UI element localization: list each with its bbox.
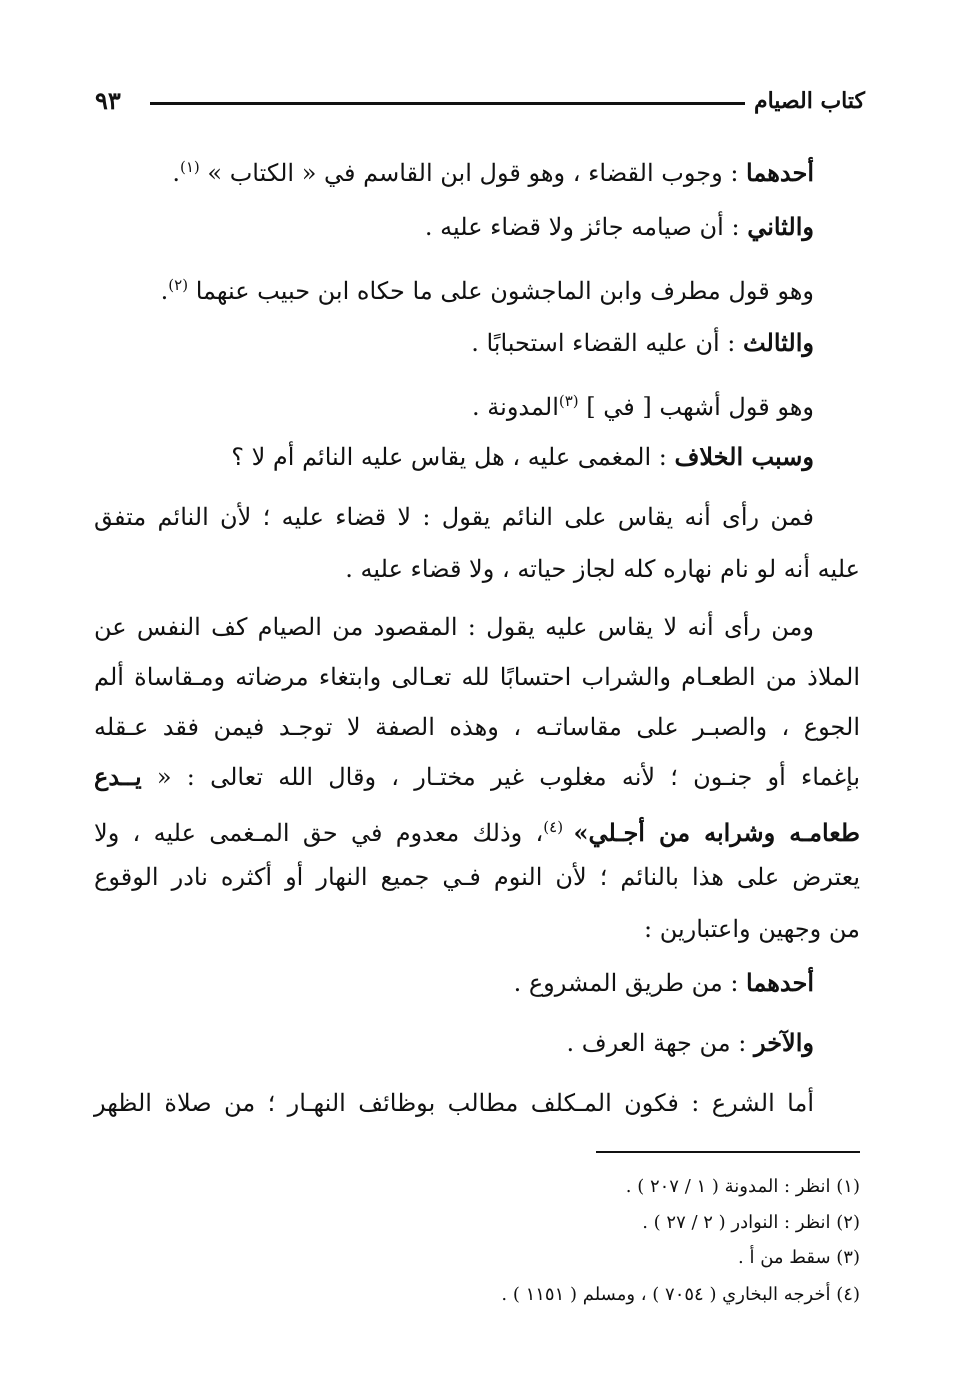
text-line xyxy=(425,210,814,244)
line-text: : من طريق المشروع . xyxy=(513,969,747,997)
page-number: ٩٣ xyxy=(95,86,121,115)
text-line xyxy=(471,326,814,360)
footnote: (١) انظر : المدونة ( ١ / ٢٠٧ ) . xyxy=(625,1176,860,1197)
line-lead: والآخر xyxy=(753,1028,814,1057)
line-text: فمن رأى أنه يقاس على النائم يقول : لا قضاء عليه ؛ لأن النائم متفق xyxy=(94,503,814,531)
line-text: ، وذلك معدوم في حق المـغمى عليه ، ولا xyxy=(94,819,544,847)
text-line xyxy=(94,710,860,744)
footnote-rule xyxy=(596,1151,860,1153)
line-lead: والثاني xyxy=(747,212,814,241)
text-line xyxy=(94,610,814,644)
line-tail: . xyxy=(160,277,169,305)
line-text: يعترض على هذا بالنائم ؛ لأن النوم فـي جميع النهار أو أكثره نادر الوقوع xyxy=(94,863,860,891)
line-text: الملاذ من الطعـام والشراب احتسابًا لله تعـالى وابتغاء مرضاته ومـقاساة ألم xyxy=(94,663,860,691)
line-text: : المغمى عليه ، هل يقاس عليه النائم أم لا ؟ xyxy=(231,443,675,471)
text-line xyxy=(94,760,860,794)
footnote-ref: (٢) xyxy=(168,276,189,294)
text-line xyxy=(172,150,814,190)
line-lead: وسبب الخلاف xyxy=(674,442,814,471)
line-text: أما الشرع : فكون المـكلف مطالب بوظائف النهـار ؛ من صلاة الظهر xyxy=(94,1089,814,1117)
text-line xyxy=(644,912,860,946)
running-title: كتاب الصيام xyxy=(753,88,865,114)
page-header xyxy=(95,82,865,122)
line-text: من وجهين واعتبارين : xyxy=(643,915,860,943)
footnote: (٣) سقط من أ . xyxy=(738,1247,860,1268)
text-line xyxy=(231,440,814,474)
text-line xyxy=(94,810,860,850)
footnote-ref: (٤) xyxy=(543,818,574,836)
text-line xyxy=(94,1086,814,1120)
text-line xyxy=(94,660,860,694)
quran-quote: طعامـه وشرابه من أجـلي» xyxy=(573,818,860,847)
text-line xyxy=(94,500,814,534)
line-text: : أن صيامه جائز ولا قضاء عليه . xyxy=(424,213,748,241)
footnote: (٤) أخرجه البخاري ( ٧٠٥٤ ) ، ومسلم ( ١١٥١ ) . xyxy=(501,1284,860,1305)
line-text: عليه أنه لو نام نهاره كله لجاز حياته ، ولا قضاء عليه . xyxy=(345,555,860,583)
quran-quote: يــدع xyxy=(94,762,142,791)
line-text: الجوع ، والصبـر على مقاساتـه ، وهذه الصفة لا توجـد فيمن فقد عـقله xyxy=(94,713,860,741)
line-lead: أحدهما xyxy=(746,968,814,997)
line-tail: . xyxy=(172,159,180,187)
line-lead: والثالث xyxy=(742,328,814,357)
line-tail: المدونة . xyxy=(472,393,559,421)
line-text: : أن عليه القضاء استحبابًا . xyxy=(471,329,743,357)
line-text: وهو قول مطرف وابن الماجشون على ما حكاه ابن حبيب عنهما xyxy=(188,277,814,305)
text-line xyxy=(161,268,814,308)
line-lead: أحدهما xyxy=(746,158,814,187)
header-rule xyxy=(150,102,745,105)
footnote: (٢) انظر : النوادر ( ٢ / ٢٧ ) . xyxy=(642,1212,860,1233)
line-text: بإغماء أو جنـون ؛ لأنه مغلوب غير مختـار ، وقال الله تعالى : « xyxy=(141,763,860,791)
line-text: : من جهة العرف . xyxy=(566,1029,754,1057)
line-text: ومن رأى أنه لا يقاس عليه يقول : المقصود من الصيام كف النفس عن xyxy=(94,613,814,641)
text-line xyxy=(472,384,814,424)
text-line xyxy=(567,1026,814,1060)
text-line xyxy=(345,552,860,586)
footnote-ref: (١) xyxy=(179,158,200,176)
footnote-ref: (٣) xyxy=(558,392,579,410)
line-text: وهو قول أشهب [ في ] xyxy=(578,393,814,421)
text-line xyxy=(514,966,814,1000)
text-line xyxy=(94,860,860,894)
line-text: : وجوب القضاء ، وهو قول ابن القاسم في « الكتاب » xyxy=(199,159,747,187)
